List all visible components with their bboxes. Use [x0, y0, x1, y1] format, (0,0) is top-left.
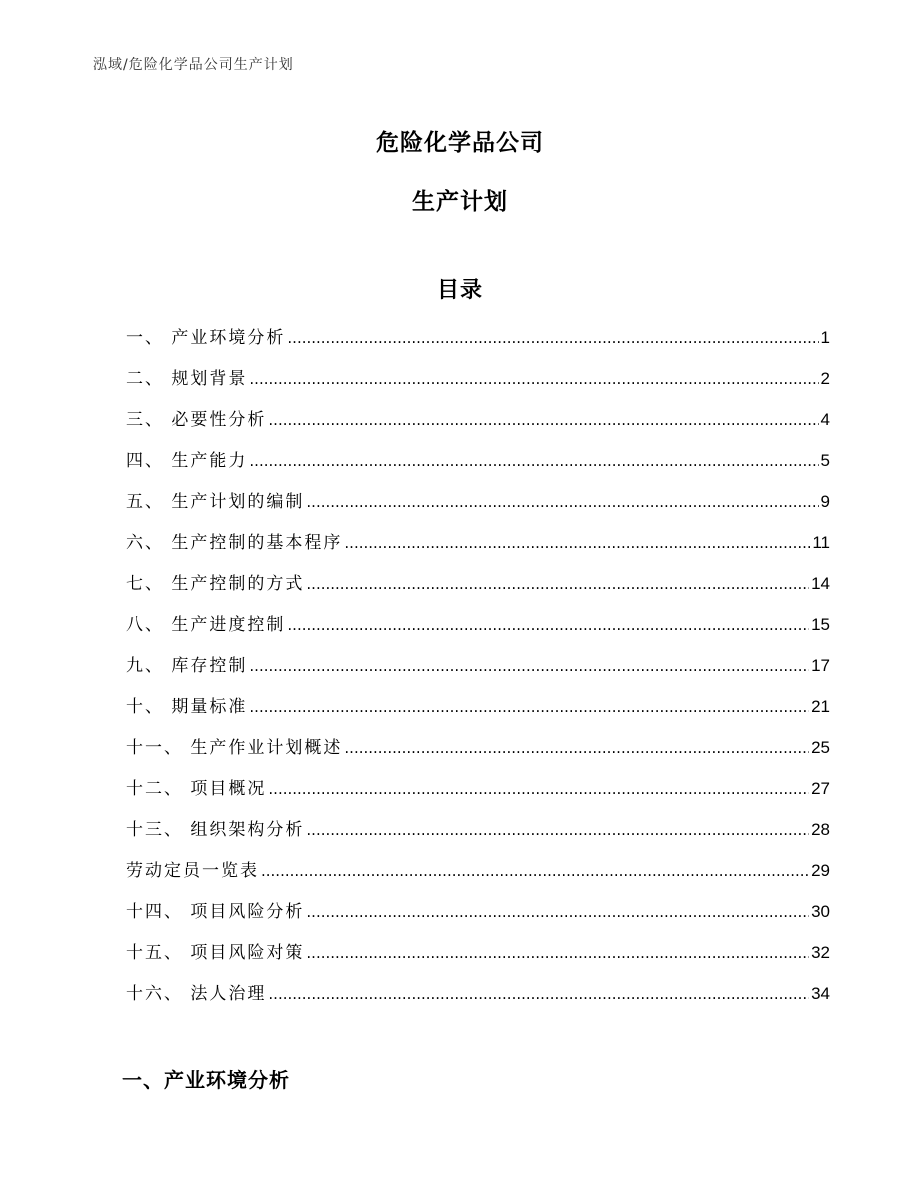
toc-leader-dots — [261, 859, 809, 883]
toc-entry-label: 六、 生产控制的基本程序 — [126, 533, 343, 553]
toc-leader-dots — [249, 695, 809, 719]
toc-entry[interactable] — [126, 695, 830, 736]
toc-entry[interactable] — [126, 736, 830, 777]
running-header: 泓域/危险化学品公司生产计划 — [93, 57, 294, 73]
toc-leader-dots — [268, 777, 809, 801]
toc-entry-page: 17 — [811, 656, 830, 675]
toc-leader-dots — [344, 736, 809, 760]
toc-entry[interactable] — [126, 449, 830, 490]
toc-leader-dots — [344, 531, 810, 555]
toc-entry[interactable] — [126, 900, 830, 941]
toc-entry-page: 21 — [811, 697, 830, 716]
toc-entry[interactable] — [126, 572, 830, 613]
toc-entry-page: 30 — [811, 902, 830, 921]
toc-entry-label: 十五、 项目风险对策 — [126, 943, 305, 963]
toc-entry-label: 十、 期量标准 — [126, 697, 248, 717]
toc-leader-dots — [306, 572, 809, 596]
toc-entry-label: 十三、 组织架构分析 — [126, 820, 305, 840]
toc-entry-label: 八、 生产进度控制 — [126, 615, 286, 635]
toc-entry-page: 29 — [811, 861, 830, 880]
toc-leader-dots — [287, 613, 809, 637]
toc-entry-page: 28 — [811, 820, 830, 839]
toc-entry[interactable] — [126, 367, 830, 408]
toc-entry-label: 十二、 项目概况 — [126, 779, 267, 799]
toc-entry-label: 七、 生产控制的方式 — [126, 574, 305, 594]
toc-entry-label: 四、 生产能力 — [126, 451, 248, 471]
document-title: 危险化学品公司 — [376, 130, 544, 156]
toc-entry-label: 一、 产业环境分析 — [126, 328, 286, 348]
toc-entry[interactable] — [126, 408, 830, 449]
toc-entry[interactable] — [126, 777, 830, 818]
toc-leader-dots — [306, 490, 818, 514]
toc-entry-label: 三、 必要性分析 — [126, 410, 267, 430]
toc-leader-dots — [306, 941, 809, 965]
toc-entry-label: 九、 库存控制 — [126, 656, 248, 676]
toc-entry[interactable] — [126, 531, 830, 572]
toc-entry-label: 十一、 生产作业计划概述 — [126, 738, 343, 758]
toc-entry[interactable] — [126, 941, 830, 982]
toc-entry-page: 2 — [820, 369, 830, 388]
toc-leader-dots — [249, 367, 818, 391]
toc-entry-page: 34 — [811, 984, 830, 1003]
toc-leader-dots — [268, 408, 818, 432]
toc-entry-page: 14 — [811, 574, 830, 593]
toc-entry-page: 27 — [811, 779, 830, 798]
toc-entry-label: 劳动定员一览表 — [126, 861, 259, 881]
toc-entry-page: 1 — [820, 328, 830, 347]
toc-entry-label: 十六、 法人治理 — [126, 984, 267, 1004]
toc-entry-page: 4 — [820, 410, 830, 429]
toc-entry[interactable] — [126, 490, 830, 531]
toc-entry[interactable] — [126, 613, 830, 654]
toc-leader-dots — [249, 449, 818, 473]
toc-entry[interactable] — [126, 859, 830, 900]
section-heading: 一、产业环境分析 — [122, 1068, 290, 1092]
toc-leader-dots — [306, 900, 809, 924]
document-subtitle: 生产计划 — [412, 189, 508, 215]
toc-entry-label: 十四、 项目风险分析 — [126, 902, 305, 922]
toc-entry-label: 五、 生产计划的编制 — [126, 492, 305, 512]
toc-entry-page: 5 — [820, 451, 830, 470]
toc-entry-page: 15 — [811, 615, 830, 634]
toc-entry[interactable] — [126, 326, 830, 367]
toc-leader-dots — [249, 654, 809, 678]
toc-leader-dots — [287, 326, 818, 350]
toc-entry[interactable] — [126, 654, 830, 695]
table-of-contents — [126, 326, 830, 1023]
toc-entry-page: 9 — [820, 492, 830, 511]
toc-entry-page: 11 — [812, 533, 830, 552]
toc-entry-page: 32 — [811, 943, 830, 962]
toc-entry-label: 二、 规划背景 — [126, 369, 248, 389]
toc-entry[interactable] — [126, 982, 830, 1023]
toc-entry[interactable] — [126, 818, 830, 859]
toc-entry-page: 25 — [811, 738, 830, 757]
toc-heading: 目录 — [436, 278, 483, 303]
toc-leader-dots — [306, 818, 809, 842]
toc-leader-dots — [268, 982, 809, 1006]
